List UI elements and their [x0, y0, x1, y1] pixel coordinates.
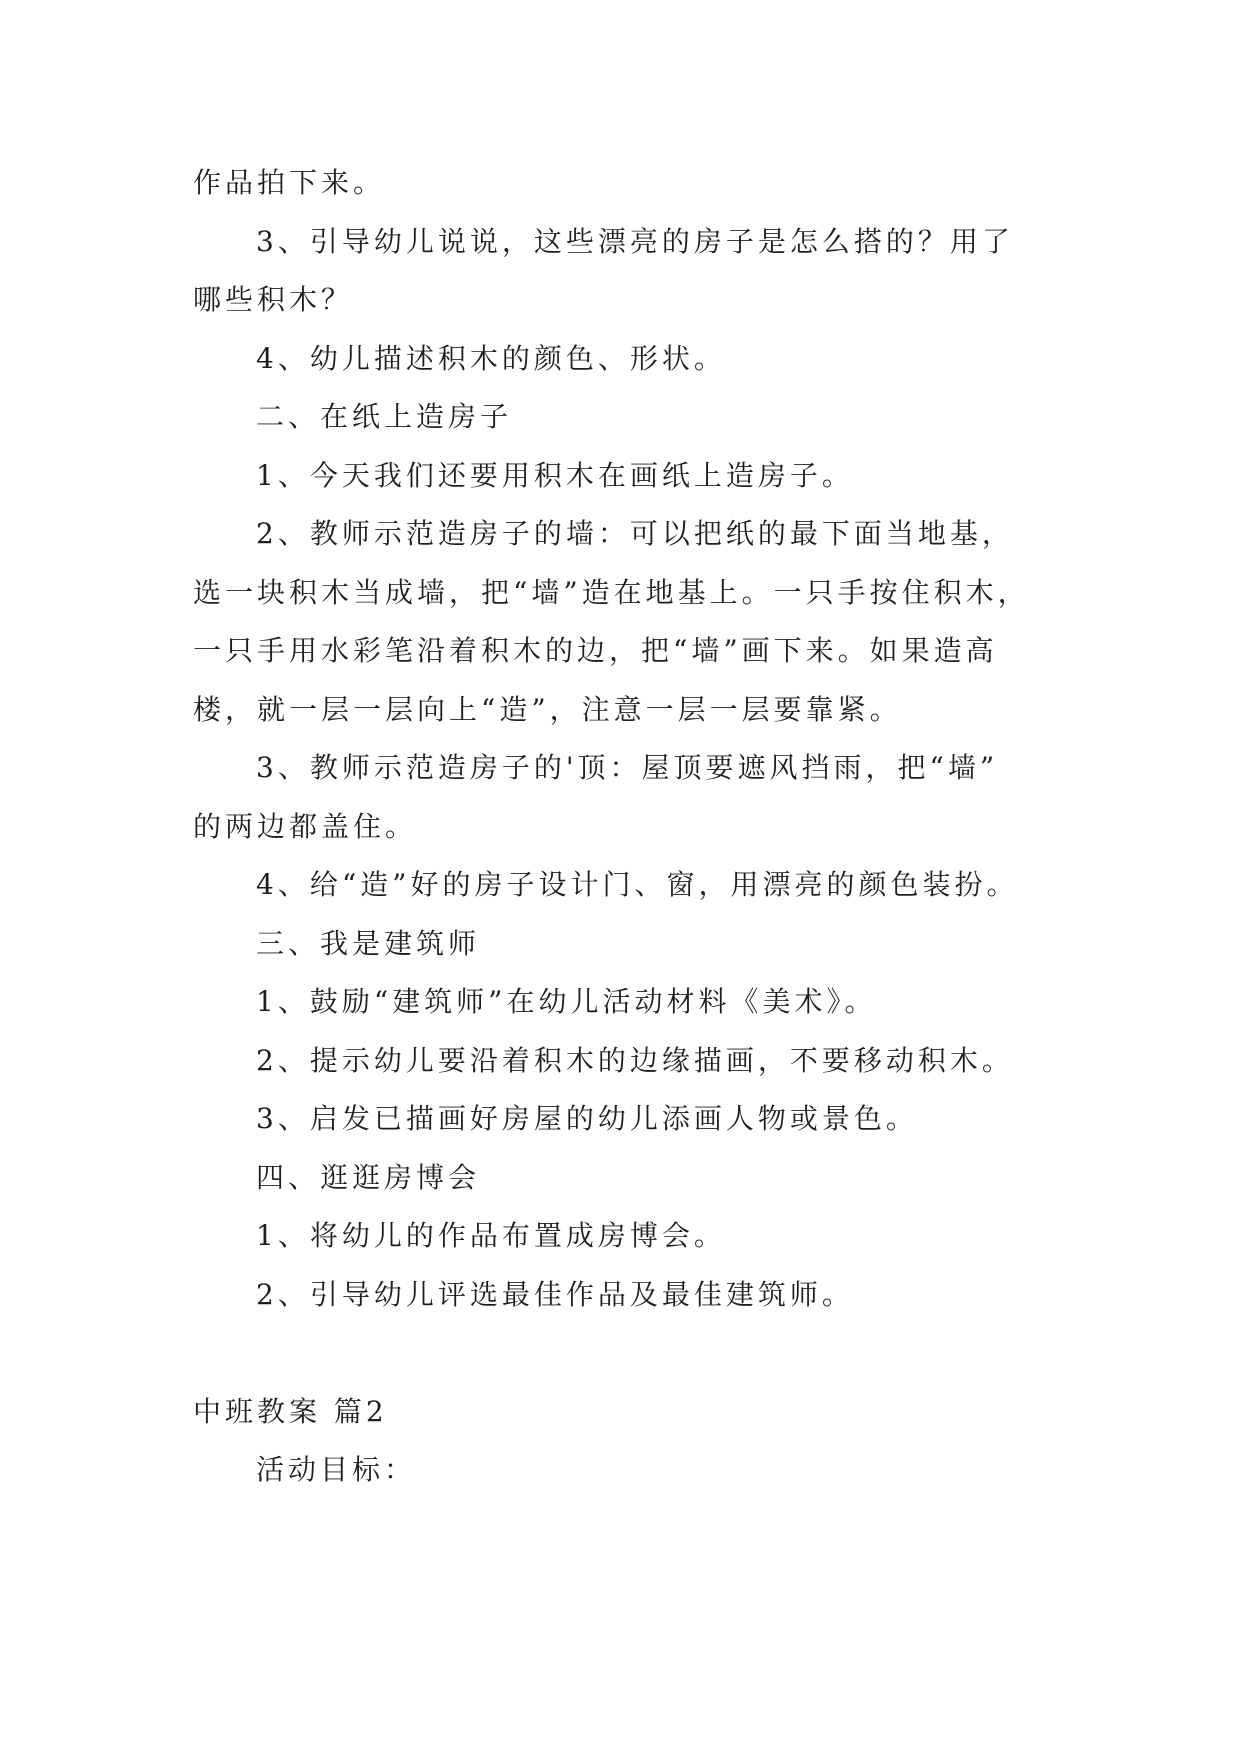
paragraph	[193, 505, 1153, 739]
text-line: 2、引导幼儿评选最佳作品及最佳建筑师。	[256, 1277, 854, 1311]
paragraph	[193, 1090, 1153, 1149]
text-line: 2、教师示范造房子的墙：可以把纸的最下面当地基，	[256, 517, 1014, 550]
text-line: 哪些积木？	[193, 283, 354, 316]
text-line: 楼，就一层一层向上“造”，注意一层一层要靠紧。	[193, 692, 902, 726]
text-line: 3、引导幼儿说说，这些漂亮的房子是怎么搭的？用了	[256, 224, 1014, 258]
text-line: 四、逛逛房博会	[256, 1160, 481, 1194]
section-title: 中班教案 篇2	[193, 1394, 388, 1428]
text-line: 选一块积木当成墙，把“墙”造在地基上。一只手按住积木，	[193, 575, 1030, 609]
text-line: 作品拍下来。	[193, 166, 386, 199]
paragraph	[193, 330, 1153, 389]
section-heading	[193, 1149, 1153, 1208]
text-line: 3、启发已描画好房屋的幼儿添画人物或景色。	[256, 1102, 918, 1135]
paragraph	[193, 1032, 1153, 1091]
paragraph	[193, 856, 1153, 915]
document-body	[193, 154, 1153, 1500]
text-line: 1、将幼儿的作品布置成房博会。	[256, 1219, 726, 1252]
text-line: 1、鼓励“建筑师”在幼儿活动材料《美术》。	[256, 985, 877, 1018]
text-line: 三、我是建筑师	[256, 926, 481, 960]
text-line: 1、今天我们还要用积木在画纸上造房子。	[256, 458, 854, 492]
text-line: 活动目标：	[256, 1453, 417, 1486]
text-line: 二、在纸上造房子	[256, 400, 513, 433]
paragraph	[193, 1207, 1153, 1266]
text-line: 2、提示幼儿要沿着积木的边缘描画，不要移动积木。	[256, 1043, 1014, 1077]
paragraph	[193, 154, 1153, 213]
blank-line	[193, 1324, 1153, 1383]
text-line: 4、幼儿描述积木的颜色、形状。	[256, 341, 726, 375]
section-heading	[193, 388, 1153, 447]
section-heading	[193, 915, 1153, 974]
paragraph	[193, 973, 1153, 1032]
text-line: 4、给“造”好的房子设计门、窗，用漂亮的颜色装扮。	[256, 868, 1019, 901]
text-line: 的两边都盖住。	[193, 809, 418, 843]
paragraph	[193, 739, 1153, 856]
paragraph	[193, 1266, 1153, 1325]
lesson-title	[193, 1383, 1153, 1442]
text-line: 3、教师示范造房子的'顶：屋顶要遮风挡雨，把“墙”	[256, 751, 999, 784]
text-line: 一只手用水彩笔沿着积木的边，把“墙”画下来。如果造高	[193, 634, 998, 667]
paragraph	[193, 1441, 1153, 1500]
paragraph	[193, 447, 1153, 506]
paragraph	[193, 213, 1153, 330]
